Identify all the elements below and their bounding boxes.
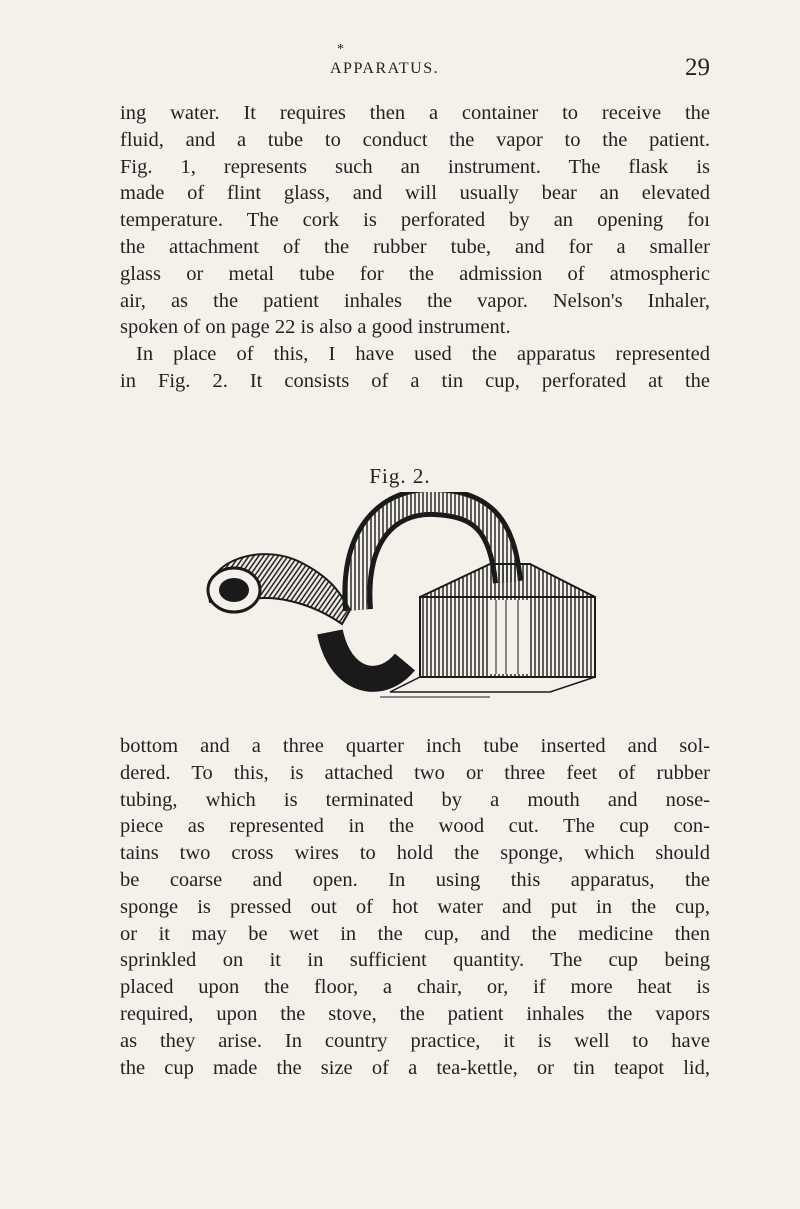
text-line: sprinkled on it in sufficient quantity. The cup being (120, 949, 710, 972)
figure-caption: Fig. 2. (369, 464, 431, 488)
figure-inhaler-illustration (190, 492, 610, 722)
text-line: bottom and a three quarter inch tube inserted and sol- (120, 735, 710, 757)
text-line: tains two cross wires to hold the sponge, which should (120, 842, 710, 865)
text-line: as they arise. In country practice, it is well to have (120, 1029, 710, 1052)
text-line: the cup made the size of a tea-kettle, or tin teapot lid, (120, 1056, 710, 1079)
body-text-top (120, 100, 710, 395)
text-line: in Fig. 2. It consists of a tin cup, perforated at the (120, 369, 710, 392)
text-line: ing water. It requires then a container to receive the (120, 102, 710, 124)
body-text-bottom (120, 733, 710, 1081)
running-head: APPARATUS. (330, 60, 440, 77)
page-number: 29 (685, 54, 710, 81)
inhaler-engraving (190, 492, 610, 722)
text-line: air, as the patient inhales the vapor. Nelson's Inhaler, (120, 289, 710, 312)
text-line: sponge is pressed out of hot water and put in the cup, (120, 895, 710, 918)
text-line: the attachment of the rubber tube, and for a smaller (120, 235, 710, 258)
text-line: or it may be wet in the cup, and the medicine then (120, 922, 710, 945)
text-line: required, upon the stove, the patient inhales the vapors (120, 1002, 710, 1025)
text-line: be coarse and open. In using this apparatus, the (120, 868, 710, 891)
text-line: made of flint glass, and will usually bear an elevated (120, 182, 710, 205)
text-line: placed upon the floor, a chair, or, if more heat is (120, 976, 710, 999)
text-line: temperature. The cork is perforated by an opening foı (120, 209, 710, 232)
text-line: glass or metal tube for the admission of atmospheric (120, 262, 710, 285)
text-line: Fig. 1, represents such an instrument. The flask is (120, 155, 710, 178)
text-line: piece as represented in the wood cut. The cup con- (120, 815, 710, 838)
text-line: fluid, and a tube to conduct the vapor to the patient. (120, 128, 710, 151)
text-line: tubing, which is terminated by a mouth and nose- (120, 788, 710, 811)
page-header (120, 42, 710, 96)
header-mark: * (337, 42, 344, 57)
text-line: In place of this, I have used the apparatus represented (136, 343, 710, 366)
text-line: dered. To this, is attached two or three feet of rubber (120, 761, 710, 784)
text-line: spoken of on page 22 is also a good instrument. (120, 316, 511, 339)
